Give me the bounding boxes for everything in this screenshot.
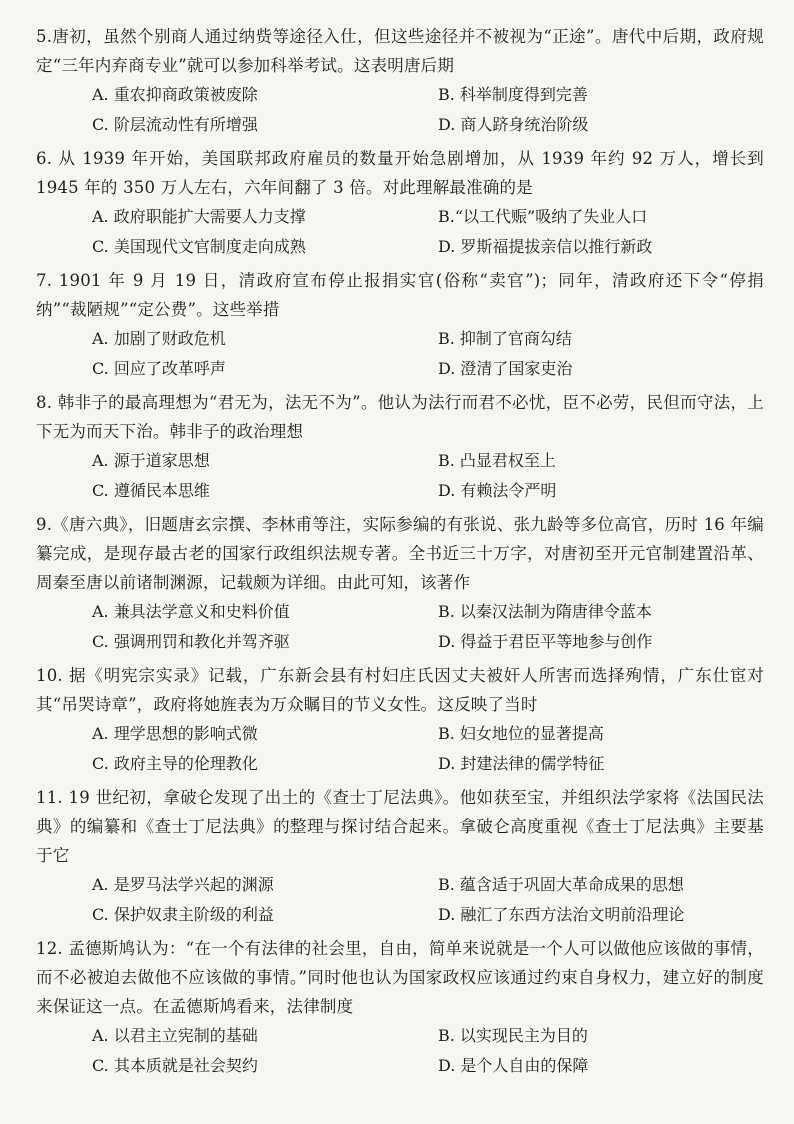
option-b: B.“以工代赈”吸纳了失业人口: [438, 207, 648, 226]
option-c: C. 其本质就是社会契约: [92, 1056, 258, 1075]
option-a: A. 理学思想的影响式微: [92, 724, 258, 743]
question-10: [36, 661, 764, 779]
option-a: A. 兼具法学意义和史料价值: [92, 602, 290, 621]
option-d: D. 封建法律的儒学特征: [438, 754, 605, 773]
option-d: D. 罗斯福提拔亲信以推行新政: [438, 237, 653, 256]
question-5: [36, 22, 764, 140]
option-b: B. 妇女地位的显著提高: [438, 724, 604, 743]
question-stem: 5.唐初，虽然个别商人通过纳赀等途径入仕，但这些途径并不被视为“正途”。唐代中后期，政府规定“三年内弃商专业”就可以参加科举考试。这表明唐后期: [36, 27, 764, 75]
option-c: C. 保护奴隶主阶级的利益: [92, 905, 274, 924]
option-d: D. 融汇了东西方法治文明前沿理论: [438, 905, 685, 924]
option-d: D. 澄清了国家吏治: [438, 359, 573, 378]
option-d: D. 有赖法令严明: [438, 481, 557, 500]
option-list: [36, 719, 764, 779]
option-d: D. 是个人自由的保障: [438, 1056, 589, 1075]
option-list: [36, 80, 764, 140]
question-stem: 8. 韩非子的最高理想为“君无为，法无不为”。他认为法行而君不必忧，臣不必劳，民但而守法，上下无为而天下治。韩非子的政治理想: [36, 393, 764, 441]
option-list: [36, 1021, 764, 1081]
option-a: A. 以君主立宪制的基础: [92, 1026, 258, 1045]
option-a: A. 源于道家思想: [92, 451, 210, 470]
question-stem: 10. 据《明宪宗实录》记载，广东新会县有村妇庄氏因丈夫被奸人所害而选择殉情，广东仕宦对其“吊哭诗章”，政府将她旌表为万众瞩目的节义女性。这反映了当时: [36, 666, 764, 714]
question-stem: 7. 1901 年 9 月 19 日，清政府宣布停止报捐实官(俗称“卖官”)；同年，清政府还下令“停捐纳”“裁陋规”“定公费”。这些举措: [36, 271, 764, 319]
option-list: [36, 597, 764, 657]
question-7: [36, 266, 764, 384]
option-c: C. 回应了改革呼声: [92, 359, 226, 378]
option-c: C. 强调刑罚和教化并驾齐驱: [92, 632, 290, 651]
question-9: [36, 510, 764, 657]
question-stem: 12. 孟德斯鸠认为：“在一个有法律的社会里，自由，简单来说就是一个人可以做他应该做的事情，而不必被迫去做他不应该做的事情。”同时他也认为国家政权应该通过约束自身权力，建立好的制度来保证这一点。在孟德斯鸠看来，法律制度: [36, 939, 764, 1016]
option-a: A. 政府职能扩大需要人力支撑: [92, 207, 306, 226]
option-b: B. 科举制度得到完善: [438, 85, 588, 104]
question-12: [36, 934, 764, 1081]
option-list: [36, 870, 764, 930]
question-stem: 6. 从 1939 年开始，美国联邦政府雇员的数量开始急剧增加，从 1939 年约 92 万人，增长到 1945 年的 350 万人左右，六年间翻了 3 倍。对此理解最准确的是: [36, 149, 764, 197]
question-6: [36, 144, 764, 262]
option-list: [36, 446, 764, 506]
question-stem: 11. 19 世纪初，拿破仑发现了出土的《查士丁尼法典》。他如获至宝，并组织法学家将《法国民法典》的编纂和《查士丁尼法典》的整理与探讨结合起来。拿破仑高度重视《查士丁尼法典》主要基于它: [36, 788, 764, 865]
option-list: [36, 202, 764, 262]
option-a: A. 加剧了财政危机: [92, 329, 226, 348]
question-stem: 9.《唐六典》，旧题唐玄宗撰、李林甫等注，实际参编的有张说、张九龄等多位高官，历时 16 年编纂完成，是现存最古老的国家行政组织法规专著。全书近三十万字，对唐初至开元官制建置沿革、周秦至唐以前诸制渊源，记载颇为详细。由此可知，该著作: [36, 515, 764, 592]
option-a: A. 重农抑商政策被废除: [92, 85, 258, 104]
option-a: A. 是罗马法学兴起的渊源: [92, 875, 274, 894]
option-b: B. 以实现民主为目的: [438, 1026, 588, 1045]
option-c: C. 政府主导的伦理教化: [92, 754, 258, 773]
option-b: B. 凸显君权至上: [438, 451, 556, 470]
option-c: C. 遵循民本思维: [92, 481, 210, 500]
option-c: C. 阶层流动性有所增强: [92, 115, 258, 134]
option-b: B. 蕴含适于巩固大革命成果的思想: [438, 875, 684, 894]
option-b: B. 以秦汉法制为隋唐律令蓝本: [438, 602, 652, 621]
option-c: C. 美国现代文官制度走向成熟: [92, 237, 306, 256]
option-d: D. 得益于君臣平等地参与创作: [438, 632, 653, 651]
option-d: D. 商人跻身统治阶级: [438, 115, 589, 134]
question-8: [36, 388, 764, 506]
option-b: B. 抑制了官商勾结: [438, 329, 572, 348]
question-11: [36, 783, 764, 930]
option-list: [36, 324, 764, 384]
